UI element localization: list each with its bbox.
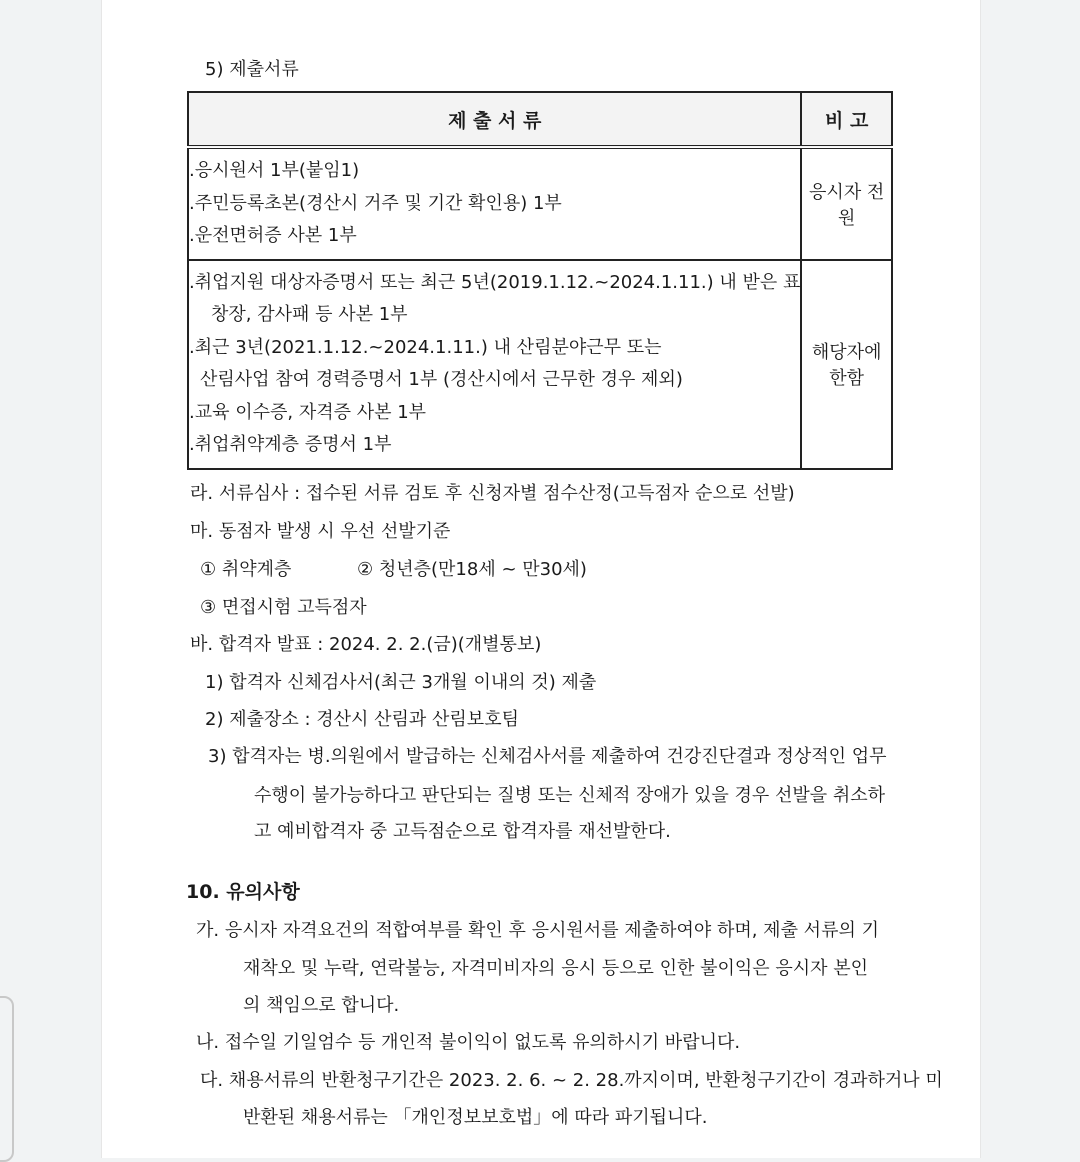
- doc-line: .교육 이수증, 자격증 사본 1부: [189, 401, 427, 423]
- remark-cell: 해당자에 한함: [801, 260, 892, 469]
- notice-line: 재착오 및 누락, 연락불능, 자격미비자의 응시 등으로 인한 불이익은 응시자 본인: [243, 958, 869, 979]
- remark-cell: 응시자 전원: [801, 147, 892, 260]
- doc-line: .주민등록초본(경산시 거주 및 기간 확인용) 1부: [189, 192, 562, 214]
- tie-break-item: ① 취약계층: [200, 559, 292, 580]
- doc-line: 산림사업 참여 경력증명서 1부 (경산시에서 근무한 경우 제외): [200, 369, 683, 390]
- doc-line: .최근 3년(2021.1.12.~2024.1.11.) 내 산림분야근무 또는: [189, 336, 662, 358]
- doc-line: .취업취약계층 증명서 1부: [189, 434, 392, 455]
- notice-line: 가. 응시자 자격요건의 적합여부를 확인 후 응시원서를 제출하여야 하며, 제출 서류의 기: [196, 920, 879, 941]
- header-remarks: 비 고: [801, 92, 892, 147]
- notice-line: 다. 채용서류의 반환청구기간은 2023. 2. 6. ~ 2. 28.까지이며, 반환청구기간이 경과하거나 미: [200, 1070, 943, 1091]
- notice-line: 반환된 채용서류는 「개인정보보호법」에 따라 파기됩니다.: [243, 1107, 708, 1128]
- tie-break-item: ③ 면접시험 고득점자: [200, 597, 367, 618]
- announcement-title: 바. 합격자 발표 : 2024. 2. 2.(금)(개별통보): [190, 634, 542, 655]
- doc-line: .운전면허증 사본 1부: [189, 225, 357, 246]
- announcement-item: 고 예비합격자 중 고득점순으로 합격자를 재선발한다.: [254, 821, 671, 842]
- table-row: [188, 147, 892, 260]
- notice-line: 의 책임으로 합니다.: [243, 995, 400, 1016]
- documents-table: [187, 91, 893, 470]
- announcement-item: 1) 합격자 신체검사서(최근 3개월 이내의 것) 제출: [205, 672, 597, 693]
- section-title: 5) 제출서류: [205, 59, 299, 80]
- table-header-row: [188, 92, 892, 147]
- announcement-item: 3) 합격자는 병.의원에서 발급하는 신체검사서를 제출하여 건강진단결과 정상적인 업무: [208, 746, 887, 767]
- doc-line: .취업지원 대상자증명서 또는 최근 5년(2019.1.12.~2024.1.11.) 내 받은 표: [189, 271, 801, 293]
- notice-title: 10. 유의사항: [186, 881, 300, 903]
- header-documents: 제 출 서 류: [188, 92, 801, 147]
- announcement-item: 2) 제출장소 : 경산시 산림과 산림보호팀: [205, 709, 519, 730]
- scroll-edge-handle[interactable]: [0, 996, 14, 1162]
- table-row: [188, 260, 892, 469]
- notice-line: 나. 접수일 기일엄수 등 개인적 불이익이 없도록 유의하시기 바랍니다.: [196, 1032, 741, 1053]
- screening-text: 라. 서류심사 : 접수된 서류 검토 후 신청자별 점수산정(고득점자 순으로 선발): [190, 483, 795, 504]
- doc-line: 창장, 감사패 등 사본 1부: [211, 304, 408, 325]
- tie-break-title: 마. 동점자 발생 시 우선 선발기준: [190, 521, 451, 542]
- announcement-item: 수행이 불가능하다고 판단되는 질병 또는 신체적 장애가 있을 경우 선발을 취소하: [254, 785, 886, 806]
- tie-break-item: ② 청년층(만18세 ~ 만30세): [357, 559, 587, 580]
- doc-line: .응시원서 1부(붙임1): [189, 160, 360, 181]
